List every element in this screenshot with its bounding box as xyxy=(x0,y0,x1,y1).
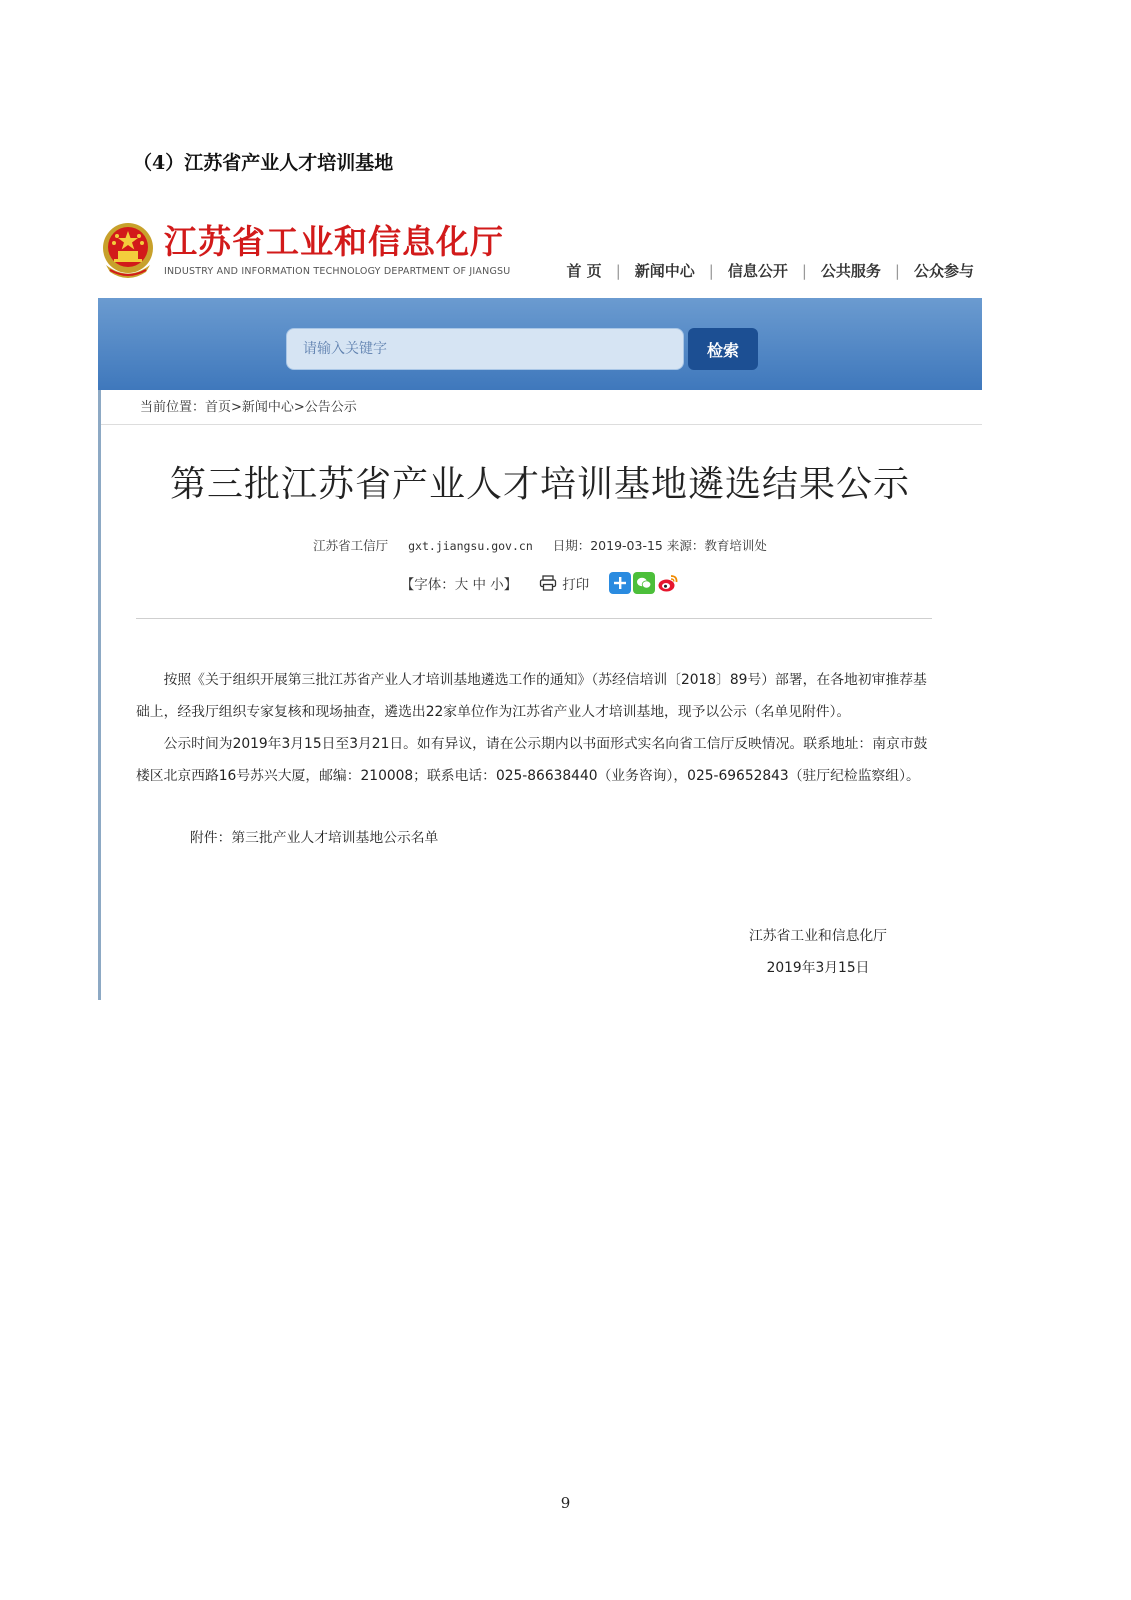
nav-item-public-service[interactable]: 公共服务 xyxy=(820,262,881,280)
section-heading: （4）江苏省产业人才培训基地 xyxy=(133,152,394,174)
signature-date: 2019年3月15日 xyxy=(766,960,870,976)
meta-date-source: 日期：2019-03-15 来源：教育培训处 xyxy=(552,538,767,553)
article-paragraph: 公示时间为2019年3月15日至3月21日。如有异议，请在公示期内以书面形式实名向省工信厅反映情况。联系地址：南京市鼓楼区北京西路16号苏兴大厦，邮编：210008；联系电话：025-86638440（业务咨询），025-69652843（驻厅纪检监察组）。 xyxy=(136,736,928,784)
signature-org: 江苏省工业和信息化厅 xyxy=(749,928,887,944)
breadcrumb[interactable]: 当前位置：首页>新闻中心>公告公示 xyxy=(140,400,357,415)
nav-item-news[interactable]: 新闻中心 xyxy=(634,262,695,280)
article-paragraph: 按照《关于组织开展第三批江苏省产业人才培训基地遴选工作的通知》（苏经信培训〔2018〕89号）部署，在各地初审推荐基础上，经我厅组织专家复核和现场抽查，遴选出22家单位作为江苏省产业人才培训基地，现予以公示（名单见附件）。 xyxy=(136,672,927,720)
nav-item-home[interactable]: 首 页 xyxy=(566,262,602,280)
website-screenshot xyxy=(98,210,982,1000)
meta-publisher: 江苏省工信厅 xyxy=(313,538,389,553)
page-number: 9 xyxy=(560,1494,571,1512)
article-tools xyxy=(98,572,982,594)
search-input[interactable] xyxy=(286,328,684,370)
print-button[interactable] xyxy=(539,573,589,593)
weibo-icon[interactable] xyxy=(657,572,679,594)
nav-separator: | xyxy=(894,261,900,280)
site-title[interactable]: 江苏省工业和信息化厅 xyxy=(164,222,504,261)
share-buttons xyxy=(609,572,679,594)
attachment-link[interactable]: 附件：第三批产业人才培训基地公示名单 xyxy=(190,830,439,846)
nav-separator: | xyxy=(615,261,621,280)
main-nav xyxy=(566,260,974,281)
national-emblem-icon[interactable] xyxy=(100,220,156,282)
meta-domain: gxt.jiangsu.gov.cn xyxy=(408,539,533,553)
article-meta xyxy=(98,536,982,554)
site-header xyxy=(98,210,982,298)
nav-separator: | xyxy=(708,261,714,280)
content-divider xyxy=(136,618,932,619)
printer-icon xyxy=(539,575,557,591)
nav-separator: | xyxy=(801,261,807,280)
print-label: 打印 xyxy=(562,577,590,593)
search-button[interactable]: 检索 xyxy=(688,328,758,370)
wechat-icon[interactable] xyxy=(633,572,655,594)
signature-block xyxy=(738,920,898,984)
nav-item-info-disclosure[interactable]: 信息公开 xyxy=(727,262,788,280)
share-more-icon[interactable] xyxy=(609,572,631,594)
article-title: 第三批江苏省产业人才培训基地遴选结果公示 xyxy=(169,464,910,505)
nav-item-public-participation[interactable]: 公众参与 xyxy=(913,262,974,280)
article-body xyxy=(136,664,932,792)
font-size-control[interactable]: 【字体：大 中 小】 xyxy=(400,577,518,593)
site-subtitle: INDUSTRY AND INFORMATION TECHNOLOGY DEPARTMENT OF JIANGSU xyxy=(164,266,511,277)
search-band xyxy=(98,298,982,390)
breadcrumb-divider xyxy=(101,424,982,425)
